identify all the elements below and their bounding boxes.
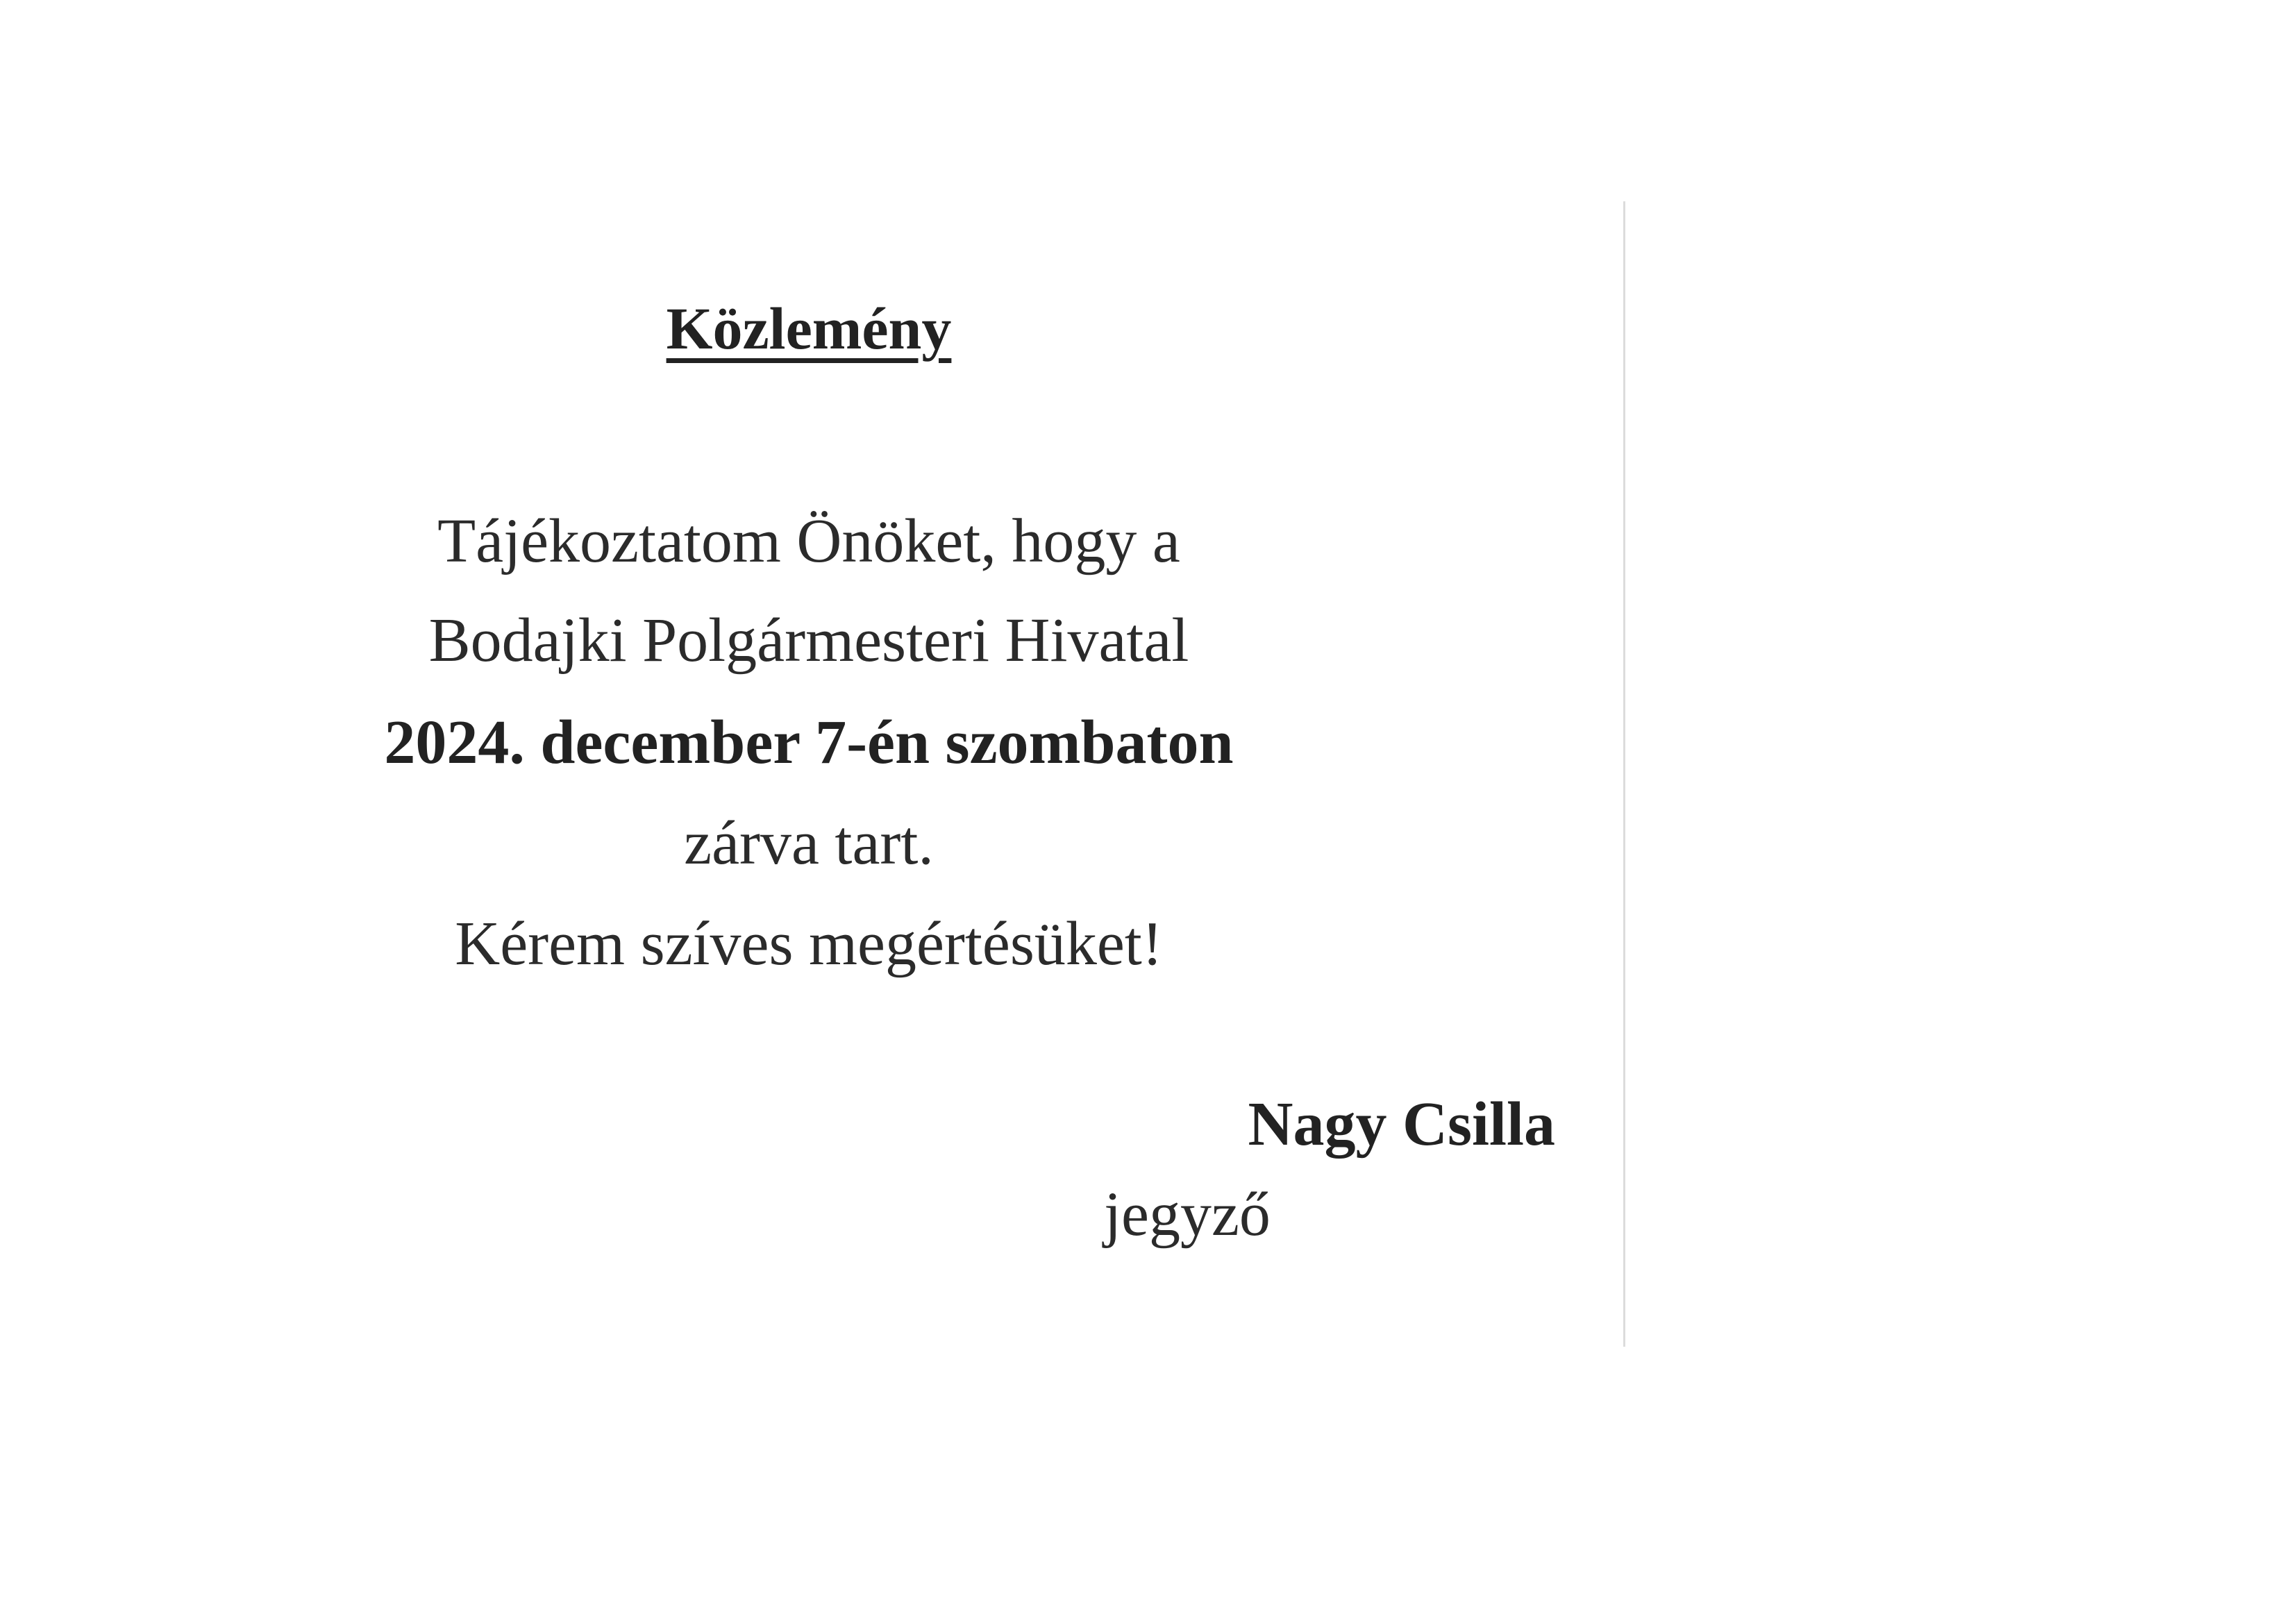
fold-line <box>1623 201 1625 1347</box>
notice-line-4: zárva tart. <box>684 809 934 877</box>
notice-line-2: Bodajki Polgármesteri Hivatal <box>428 606 1189 675</box>
notice-title: Közlemény <box>666 295 952 362</box>
notice-line-1: Tájékoztatom Önöket, hogy a <box>437 507 1180 575</box>
notice-line-5: Kérem szíves megértésüket! <box>455 909 1163 978</box>
notice-date-line: 2024. december 7-én szombaton <box>384 708 1234 777</box>
signature-name: Nagy Csilla <box>1248 1090 1555 1159</box>
signature-role: jegyző <box>1104 1180 1271 1249</box>
